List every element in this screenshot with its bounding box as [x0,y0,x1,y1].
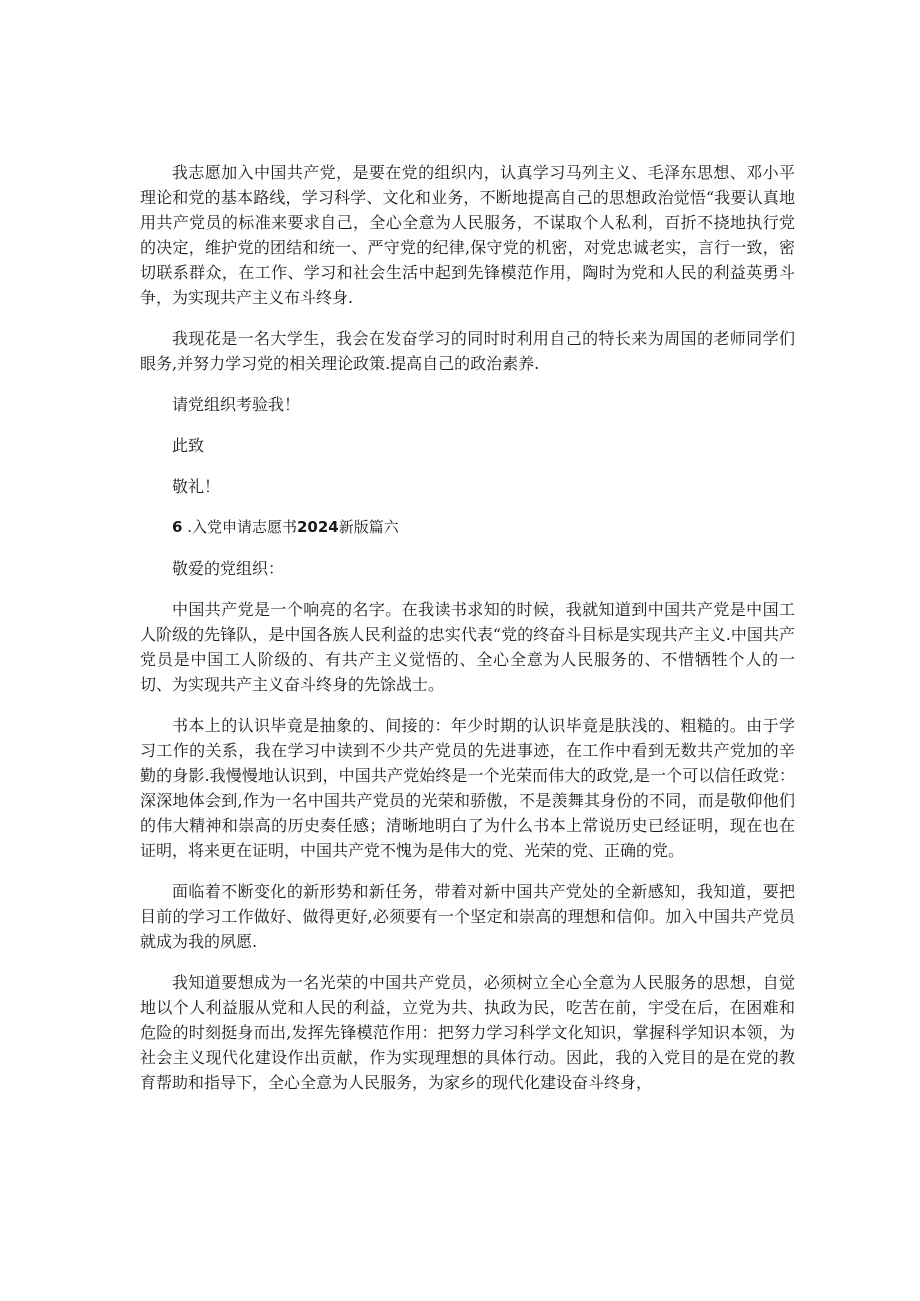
paragraph-salutation: 此致 [172,436,205,455]
paragraph-regards: 敬礼！ [172,477,221,496]
heading-number: 6 [172,518,183,536]
document-body [140,160,795,1111]
paragraph-3: 中国共产党是一个响亮的名字。在我读书求知的时候，我就知道到中国共产党是中国工人阶级的先锋队，是中国各族人民利益的忠实代表“党的终奋斗目标是实现共产主义.中国共产党员是中国工人阶级的、有共产主义觉悟的、全心全意为人民服务的、不惜牺牲个人的一切、为实现共产主义奋斗终身的先馀战士。 [140,600,795,694]
paragraph-2: 我现花是一名大学生，我会在发奋学习的同时时利用自己的特长来为周国的老师同学们眼务,并努力学习党的相关理论政策.提高自己的政治素养. [140,329,795,373]
paragraph-request: 请党组织考验我！ [172,395,301,414]
paragraph-5: 面临着不断变化的新形势和新任务，带着对新中国共产党处的全新感知，我知道，要把目前的学习工作做好、做得更好,必须要有一个坚定和崇高的理想和信仰。加入中国共产党员就成为我的夙愿. [140,882,795,951]
heading-suffix: 新版篇六 [338,518,399,536]
paragraph-greeting: 敬爱的党组织： [172,559,285,578]
heading-text: .入党申请志愿书 [182,518,297,536]
paragraph-1: 我志愿加入中国共产党，是要在党的组织内，认真学习马列主义、毛泽东思想、邓小平理论和党的基本路线，学习科学、文化和业务，不断地提高自己的思想政治觉悟“我要认真地用共产党员的标准来要求自己，全心全意为人民服务，不谋取个人私利，百折不挠地执行党的决定，维护党的团结和统一、严守党的纪律,保守党的机密，对党忠诚老实，言行一致，密切联系群众，在工作、学习和社会生活中起到先锋模范作用，陶时为党和人民的利益英勇斗争，为实现共产主义布斗终身. [140,163,795,307]
paragraph-6: 我知道要想成为一名光荣的中国共产党员，必须树立全心全意为人民服务的思想，自觉地以个人利益服从党和人民的利益，立党为共、执政为民，吃苦在前，宇受在后，在困难和危险的时刻挺身而出,发挥先锋模范作用：把努力学习科学文化知识，掌握科学知识本领，为社会主义现代化建设作出贡献，作为实现理想的具体行动。因此，我的入党目的是在党的教育帮助和指导下，全心全意为人民服务，为家乡的现代化建设奋斗终身， [140,973,795,1092]
heading-year: 2024 [296,518,339,536]
section-heading [140,515,795,540]
paragraph-4: 书本上的认识毕竟是抽象的、间接的：年少时期的认识毕竟是肤浅的、粗糙的。由于学习工作的关系，我在学习中读到不少共产党员的先进事迹，在工作中看到无数共产党加的辛勤的身影.我慢慢地认识到，中国共产党始终是一个光荣而伟大的政党,是一个可以信任政党：深深地体会到,作为一名中国共产党员的光荣和骄傲，不是羡舞其身份的不同，而是敬仰他们的伟大精神和崇高的历史奏任感；清晰地明白了为什么书本上常说历史已经证明，现在也在证明，将来更在证明，中国共产党不愧为是伟大的党、光荣的党、正确的党。 [140,716,795,860]
